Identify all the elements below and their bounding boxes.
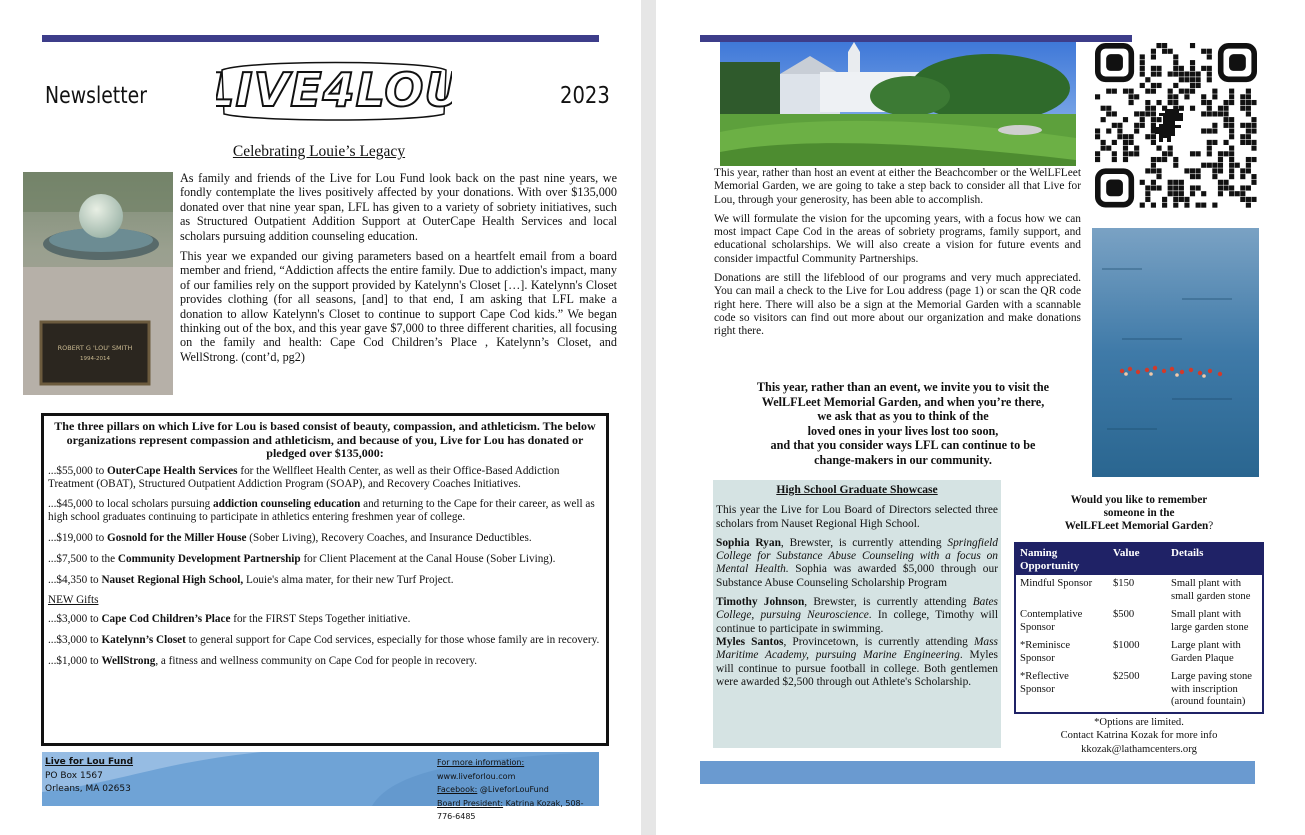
scholar-sophia: Sophia Ryan, Brewster, is currently attending Springfield College for Substance Abuse Counseling with a focus on Mental Health. Sophia was awarded $5,000 through our Substance Abuse Counseling Scholarship Program	[716, 536, 998, 589]
new-gifts-list	[48, 613, 602, 667]
donation-item: ...$4,350 to Nauset Regional High School, Louie's alma mater, for their new Turf Project.	[48, 573, 454, 586]
legacy-title: Celebrating Louie’s Legacy	[232, 143, 406, 160]
cell-name: Contemplative Sponsor	[1020, 609, 1083, 633]
donation-item: ...$3,000 to Katelynn’s Closet to general support for Cape Cod services, especially for those whose family are in recovery.	[48, 633, 600, 646]
garden-contact: *Options are limited. Contact Katrina Kozak for more info kkozak@lathamcenters.org	[1014, 716, 1264, 756]
showcase-intro: This year the Live for Lou Board of Directors selected three scholars from Nauset Regional High School.	[716, 504, 998, 530]
donation-item: ...$55,000 to OuterCape Health Services for the Wellfleet Health Center, as well as their Office-Based Addiction Treatment (OBAT), Structured Outpatient Addiction Program (SOAP), and Recovery Coaches Initiatives.	[48, 464, 560, 490]
cell-details: Small plant with small garden stone	[1171, 578, 1251, 602]
logo-text: LIVE4LOU	[216, 63, 452, 117]
scholar-timothy: Timothy Johnson, Brewster, is currently attending Bates College, pursuing Neuroscience. In college, Timothy will continue to participate in swimming.	[716, 596, 998, 635]
donation-item: ...$1,000 to WellStrong, a fitness and wellness community on Cape Cod for people in recovery.	[48, 654, 478, 667]
donation-qr-code[interactable]	[1095, 43, 1257, 209]
footer-band-right	[700, 761, 1255, 784]
donation-item: ...$7,500 to the Community Development Partnership for Client Placement at the Canal House (Sober Living).	[48, 552, 556, 565]
table-row	[1015, 575, 1263, 606]
table-row	[1015, 606, 1263, 637]
legacy-body	[180, 171, 617, 370]
showcase-title: High School Graduate Showcase	[776, 483, 938, 496]
page2-paragraph-1: This year, rather than host an event at either the Beachcomber or the WelLFLeet Memorial Garden, we are going to take a step back to consider all that Live for Lou, through your generosity, has been able to accomplish.	[714, 167, 1081, 206]
donation-item: ...$19,000 to Gosnold for the Miller House (Sober Living), Recovery Coaches, and Insurance Deductibles.	[48, 531, 532, 544]
callout-line: This year, rather than an event, we invite you to visit the	[756, 380, 1050, 394]
col-naming: Naming Opportunity	[1015, 543, 1109, 575]
scholar-myles: Myles Santos, Provincetown, is currently attending Mass Maritime Academy, pursuing Marine Engineering. Myles will continue to pursue football in college. Both gentlemen were awarded $2,500 through out Athlete's Scholarship.	[716, 635, 998, 688]
cell-value: $150	[1113, 578, 1135, 589]
top-rule-right	[700, 35, 1132, 42]
graduate-showcase-panel	[713, 480, 1001, 748]
pillars-box	[41, 413, 609, 746]
footer-address: Live for Lou Fund PO Box 1567 Orleans, MA 02653	[45, 757, 134, 794]
cell-details: Large paving stone with inscription (around fountain)	[1171, 671, 1252, 707]
header-newsletter-label: Newsletter	[45, 83, 147, 109]
donation-item: ...$45,000 to local scholars pursuing addiction counseling education and returning to the Cape for their career, as well as high school graduates continuing to participate in athletics entering freshmen year of college.	[48, 498, 595, 524]
website-link[interactable]: www.liveforlou.com	[437, 771, 516, 781]
page2-paragraph-2: We will formulate the vision for the upcoming years, with a focus how we can most impact Cape Cod in the areas of sobriety programs, family support, and educational scholarships. We will also create a vision for future events and consider impactful Community Partnerships.	[714, 212, 1081, 265]
plaque-line-1: ROBERT G 'LOU' SMITH	[57, 344, 133, 352]
col-details: Details	[1167, 543, 1263, 575]
top-rule	[42, 35, 599, 42]
plaque-line-2: 1994-2014	[80, 356, 110, 362]
cell-name: *Reminisce Sponsor	[1020, 640, 1071, 664]
callout-line: loved ones in your lives lost too soon,	[807, 423, 999, 438]
cell-details: Large plant with Garden Plaque	[1171, 640, 1241, 664]
memorial-fountain-photo	[23, 172, 173, 395]
page2-paragraph-3: Donations are still the lifeblood of our programs and very much appreciated. You can mail a check to the Live for Lou address (page 1) or scan the QR code right here. There will also be a sign at the Memorial Garden with a scannable code so visitors can find out more about our organization and make donations right there.	[714, 272, 1081, 338]
callout-line: change-makers in our community.	[814, 452, 992, 467]
donation-item: ...$3,000 to Cape Cod Children’s Place for the FIRST Steps Together initiative.	[48, 613, 411, 626]
callout-line: and that you consider ways LFL can continue to be	[770, 438, 1036, 452]
facebook-link[interactable]: @LiveforLouFund	[477, 785, 549, 794]
ocean-swimmers-photo	[1092, 228, 1259, 477]
cell-details: Small plant with large garden stone	[1171, 609, 1249, 633]
table-row	[1015, 668, 1263, 713]
table-row	[1015, 637, 1263, 668]
cell-name: Mindful Sponsor	[1020, 578, 1093, 589]
naming-opportunities-table	[1014, 542, 1264, 714]
newsletter-page-1	[0, 0, 641, 835]
invitation-callout	[714, 380, 1092, 467]
cell-name: *Reflective Sponsor	[1020, 671, 1069, 695]
legacy-paragraph-2: This year we expanded our giving parameters based on a heartfelt email from a board member and friend, “Addiction affects the entire family. Due to addiction's impact, many of our families rely on the support provided by Katelynn's Closet […]. Katelynn's Closet provides clothing (for all seasons, [and] to that end, I am asking that LFL make a donation to allow Katelynn's Closet to continue to support Cape Cod kids.” We began thinking out of the box, and this year gave $7,000 to three different charities, all focusing on the family and health: Cape Cod Children’s Place , Katelynn’s Closet, and WellStrong. (cont’d, pg2)	[180, 249, 617, 364]
footer-band	[42, 752, 599, 821]
cell-value: $1000	[1113, 640, 1140, 651]
garden-heading: Would you like to remember someone in the WelLFLeet Memorial Garden?	[1064, 494, 1214, 532]
header-year: 2023	[560, 83, 610, 109]
cell-value: $2500	[1113, 671, 1140, 682]
callout-line: WelLFLeet Memorial Garden, and when you’re there,	[761, 394, 1045, 409]
new-gifts-label: NEW Gifts	[48, 594, 99, 607]
cell-value: $500	[1113, 609, 1135, 620]
pillar-list	[48, 465, 602, 587]
footer-org-link[interactable]: Live for Lou Fund	[45, 757, 134, 767]
pillars-heading: The three pillars on which Live for Lou is based consist of beauty, compassion, and athleticism. The below organizations represent compassion and athleticism, and because of you, Live for Lou has donated or pledged over $135,000:	[54, 419, 596, 461]
newsletter-page-2	[656, 0, 1305, 835]
live-for-lou-logo	[216, 56, 452, 126]
col-value: Value	[1109, 543, 1167, 575]
memorial-garden-photo	[720, 42, 1076, 166]
legacy-paragraph-1: As family and friends of the Live for Lou Fund look back on the past nine years, we fondly contemplate the lives positively affected by your donations. With over $135,000 donated over that nine year span, LFL has given to a variety of sobriety initiatives, such as Structured Outpatient Addition Support at OuterCape Health Services and local scholars pursuing addition counseling education.	[180, 171, 617, 243]
footer-contact: For more information: www.liveforlou.com Facebook: @LiveforLouFund Board President: Katrina Kozak, 508-776-6485	[437, 758, 584, 821]
page2-body	[714, 167, 1081, 345]
contact-email-link[interactable]: kkozak@lathamcenters.org	[1081, 743, 1197, 755]
callout-line: we ask that as you to think of the	[817, 409, 989, 423]
